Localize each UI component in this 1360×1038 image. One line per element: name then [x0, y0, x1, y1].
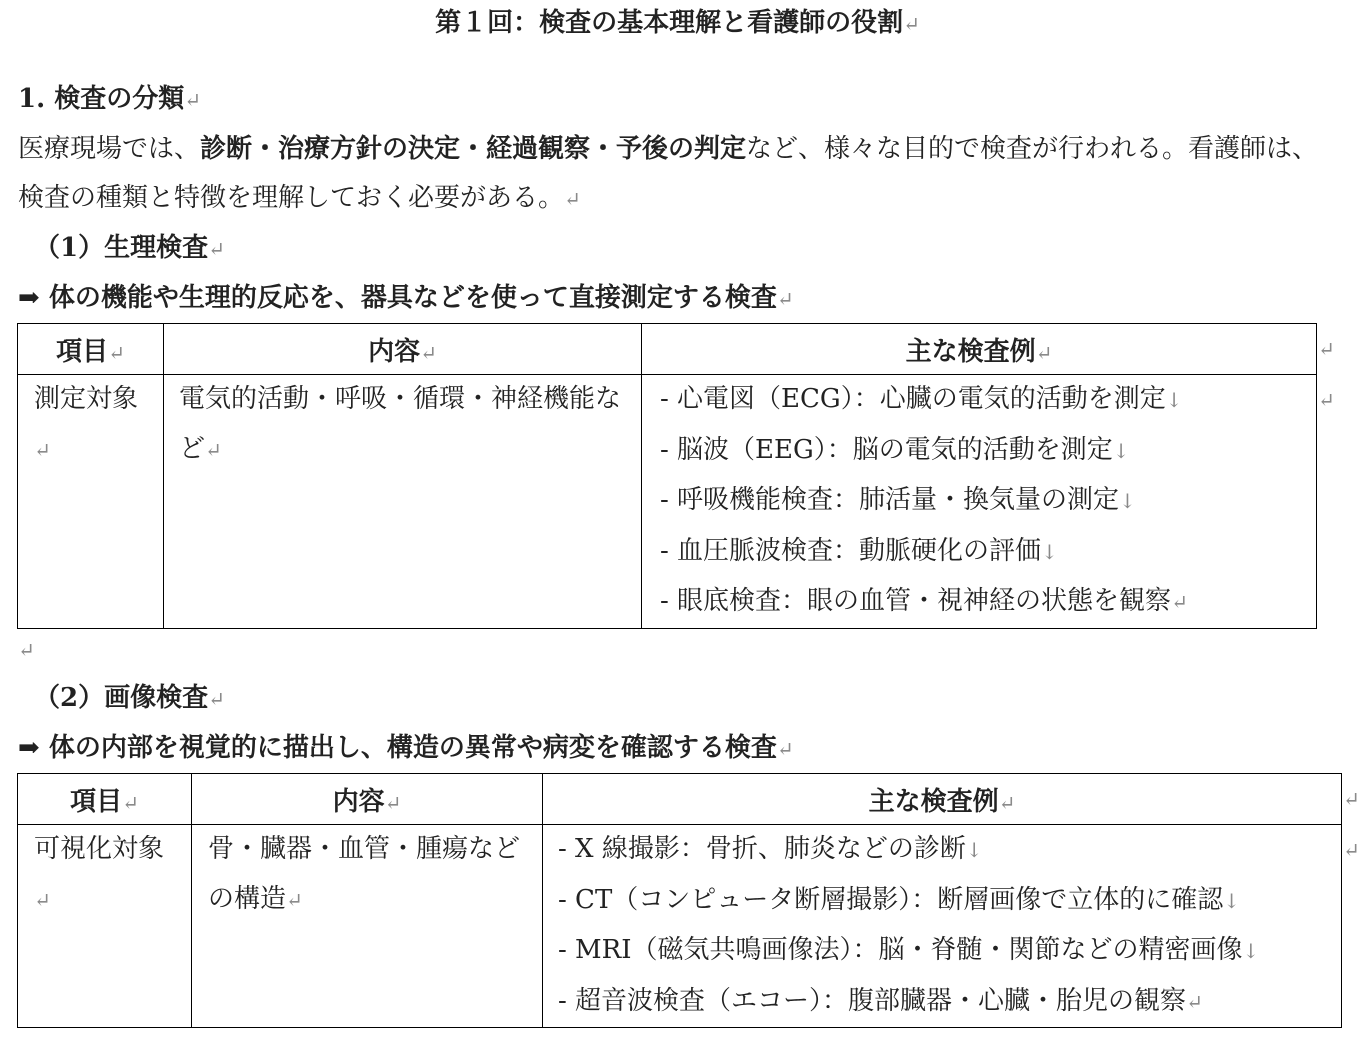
empty-paragraph-mark: ↵ [18, 638, 35, 662]
imaging-heading: （2）画像検査↵ [34, 683, 225, 713]
row-end-mark: ↵ [1343, 838, 1360, 862]
table-header-row [18, 324, 1317, 375]
row-content: 電気的活動・呼吸・循環・神経機能など↵ [164, 375, 642, 629]
header-content: 内容↵ [164, 324, 642, 375]
row-examples [543, 825, 1342, 1028]
header-examples: 主な検査例↵ [642, 324, 1317, 375]
row-label: 測定対象↵ [18, 375, 164, 629]
imaging-table [17, 773, 1342, 1028]
list-item: - 超音波検査（エコー）：腹部臓器・心臓・胎児の観察↵ [558, 985, 1203, 1016]
table-header-row [18, 774, 1342, 825]
list-item: - X 線撮影：骨折、肺炎などの診断↓ [558, 834, 983, 864]
list-item: - 眼底検査：眼の血管・視神経の状態を観察↵ [660, 586, 1188, 616]
list-item: - 脳波（EEG）：脳の電気的活動を測定↓ [660, 434, 1130, 465]
intro-paragraph: 医療現場では、診断・治療方針の決定・経過観察・予後の判定など、様々な目的で検査が行われる。看護師は、検査の種類と特徴を理解しておく必要がある。↵ [18, 134, 1319, 213]
section-heading: 1. 検査の分類↵ [18, 84, 201, 114]
row-label: 可視化対象↵ [18, 825, 192, 1028]
header-item: 項目↵ [18, 324, 164, 375]
imaging-summary: ➡ 体の内部を視覚的に描出し、構造の異常や病変を確認する検査↵ [18, 733, 794, 763]
physio-heading: （1）生理検査↵ [34, 233, 225, 263]
table-row [18, 375, 1317, 629]
list-item: - 呼吸機能検査：肺活量・換気量の測定↓ [660, 485, 1136, 515]
header-content: 内容↵ [192, 774, 543, 825]
list-item: - MRI（磁気共鳴画像法）：脳・脊髄・関節などの精密画像↓ [558, 935, 1260, 965]
row-end-mark: ↵ [1343, 787, 1360, 811]
physio-table [17, 323, 1317, 629]
table-row [18, 825, 1342, 1028]
list-item: - 血圧脈波検査：動脈硬化の評価↓ [660, 535, 1058, 566]
document-title: 第１回：検査の基本理解と看護師の役割↵ [435, 8, 920, 38]
row-end-mark: ↵ [1318, 388, 1335, 412]
header-item: 項目↵ [18, 774, 192, 825]
row-content: 骨・臓器・血管・腫瘍などの構造↵ [192, 825, 543, 1028]
row-end-mark: ↵ [1318, 337, 1335, 361]
list-item: - 心電図（ECG）：心臓の電気的活動を測定↓ [660, 384, 1183, 414]
list-item: - CT（コンピュータ断層撮影）：断層画像で立体的に確認↓ [558, 884, 1241, 915]
header-examples: 主な検査例↵ [543, 774, 1342, 825]
row-examples [642, 375, 1317, 629]
physio-summary: ➡ 体の機能や生理的反応を、器具などを使って直接測定する検査↵ [18, 283, 794, 313]
